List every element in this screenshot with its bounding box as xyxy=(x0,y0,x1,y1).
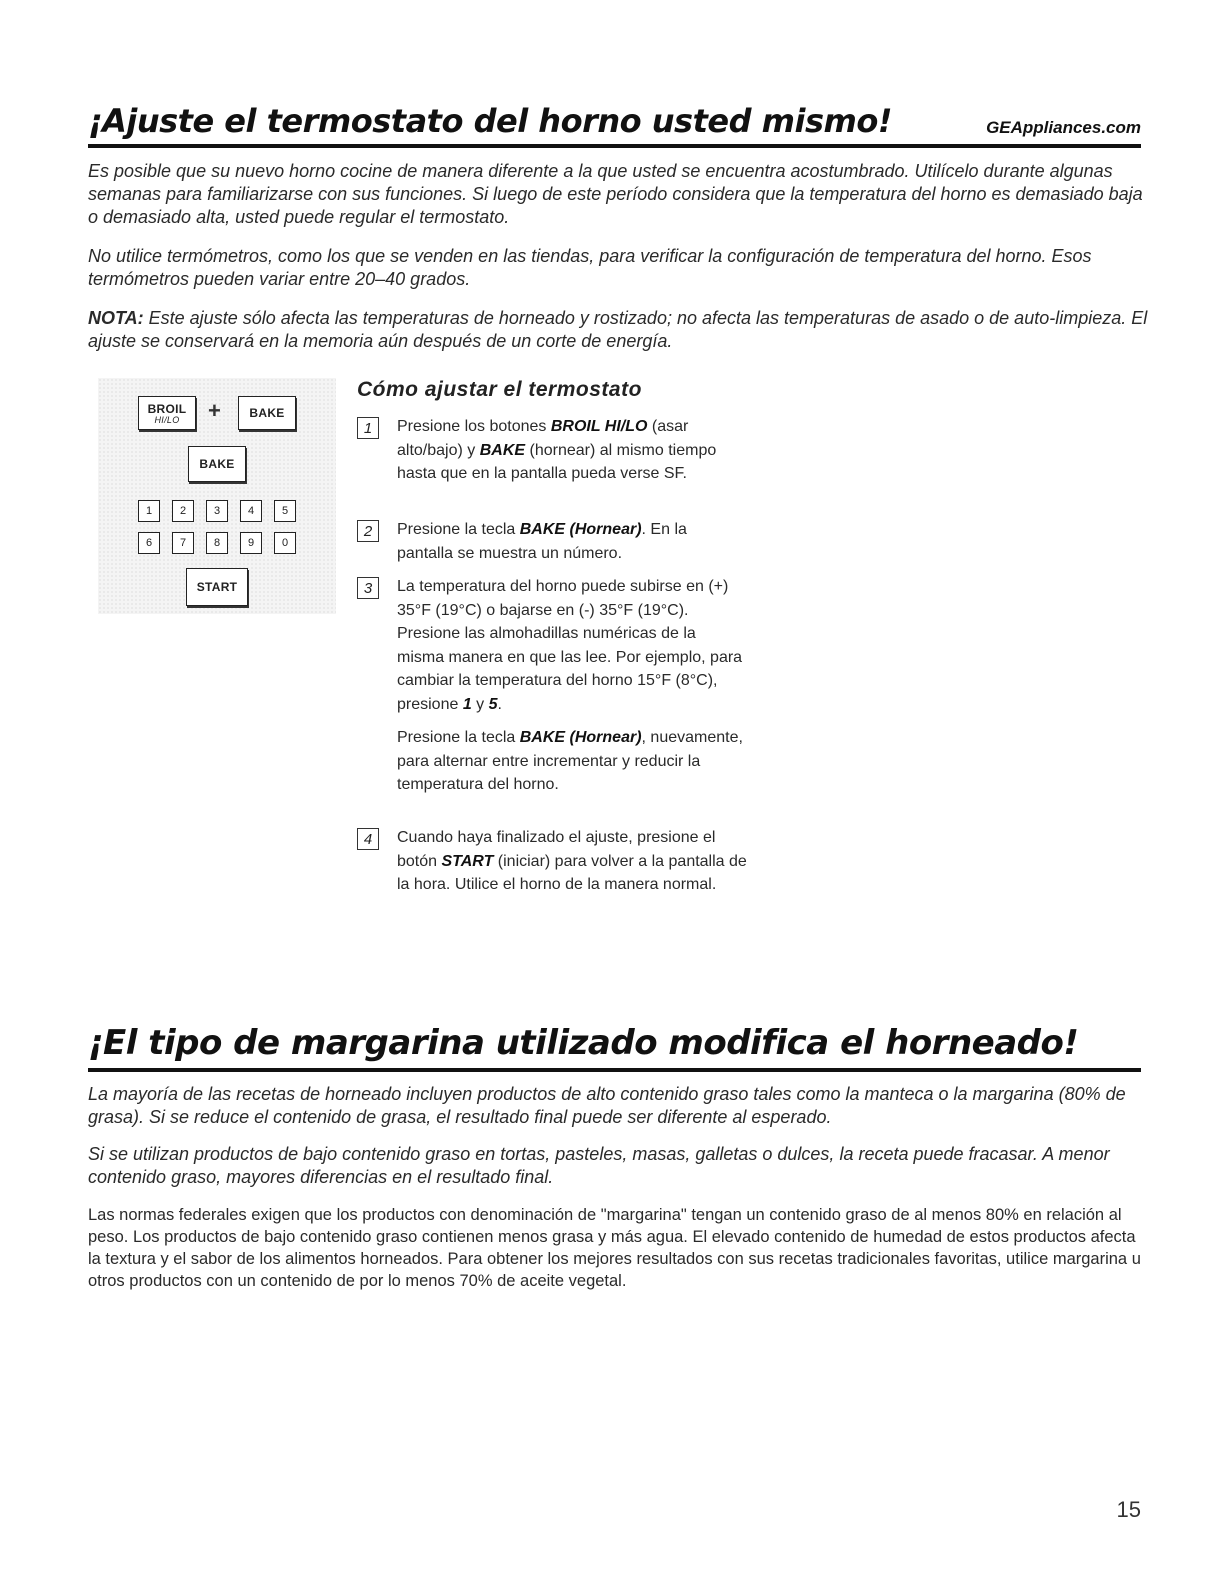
step-3-extra-a: Presione la tecla xyxy=(397,729,520,746)
control-panel-illustration xyxy=(98,378,336,614)
number-key-1: 1 xyxy=(138,500,160,522)
step-number-3: 3 xyxy=(357,577,379,599)
step-4-text-a: Cuando haya finalizado el ajuste, presione el botón xyxy=(397,829,716,870)
note-paragraph xyxy=(88,307,1148,353)
step-number-1: 1 xyxy=(357,417,379,439)
step-1 xyxy=(357,415,747,486)
step-3-extra-bake: BAKE (Hornear) xyxy=(519,729,642,746)
section-title-margarine: ¡El tipo de margarina utilizado modifica el horneado! xyxy=(88,1023,1079,1063)
step-3-extra-b: , nuevamente, para alternar entre incrementar y reducir la temperatura del horno. xyxy=(397,729,743,793)
step-number-2: 2 xyxy=(357,520,379,542)
number-key-5: 5 xyxy=(274,500,296,522)
step-4-text xyxy=(397,826,747,897)
number-key-9: 9 xyxy=(240,532,262,554)
step-3-text-c: . xyxy=(497,695,502,713)
number-key-2: 2 xyxy=(172,500,194,522)
how-to-title: Cómo ajustar el termostato xyxy=(357,378,642,401)
step-1-text-a: Presione los botones xyxy=(397,418,551,435)
step-4-start: START xyxy=(441,852,494,870)
number-key-8: 8 xyxy=(206,532,228,554)
step-2-bake: BAKE (Hornear) xyxy=(519,521,642,538)
step-number-4: 4 xyxy=(357,828,379,850)
step-4 xyxy=(357,826,747,897)
broil-key-label: BROIL xyxy=(147,401,187,416)
margarine-paragraph-3: Las normas federales exigen que los productos con denominación de "margarina" tengan un contenido graso de al menos 80% en relación al peso. Los productos de bajo contenido graso contienen menos grasa y más agua. El elevado contenido de humedad de estos productos afecta la textura y el sabor de los alimentos horneados. Para obtener los mejores resultados con sus recetas tradicionales favoritas, utilice margarina u otros productos con un contenido de por lo menos 70% de aceite vegetal. xyxy=(88,1206,1141,1290)
bake-key-label: BAKE xyxy=(199,457,235,471)
step-1-broil: BROIL HI/LO xyxy=(550,418,648,435)
step-3-text xyxy=(397,575,747,716)
intro-paragraph-2: No utilice termómetros, como los que se venden en las tiendas, para verificar la configuración de temperatura del horno. Esos termómetros pueden variar entre 20–40 grados. xyxy=(88,246,1092,289)
step-3-text-b: y xyxy=(471,695,489,713)
step-2 xyxy=(357,518,747,565)
step-3-extra-text xyxy=(397,726,747,797)
note-label: NOTA: xyxy=(88,308,144,328)
step-3 xyxy=(357,575,747,797)
step-2-text-a: Presione la tecla xyxy=(397,521,520,538)
step-3-text-a: La temperatura del horno puede subirse en (+) 35°F (19°C) o bajarse en (-) 35°F (19°C). Presione las almohadillas numéricas de la misma manera en que las lee. Por ejemplo, para cambiar la temperatura del horno 15°F (8°C), presione xyxy=(397,578,743,713)
step-1-text-b: (asar alto/bajo) y xyxy=(397,418,689,459)
section-title-thermostat: ¡Ajuste el termostato del horno usted mismo! xyxy=(88,102,892,140)
note-text: Este ajuste sólo afecta las temperaturas de horneado y rostizado; no afecta las temperaturas de asado o de auto-limpieza. El ajuste se conservará en la memoria aún después de un corte de energía. xyxy=(88,308,1148,351)
plus-sign: + xyxy=(208,398,221,423)
step-3-key-5: 5 xyxy=(488,695,498,713)
start-key xyxy=(186,568,248,606)
start-key-label: START xyxy=(196,580,238,594)
margarine-paragraph-1: La mayoría de las recetas de horneado incluyen productos de alto contenido graso tales como la manteca o la margarina (80% de grasa). Si se reduce el contenido de grasa, el resultado final puede ser diferente al esperado. xyxy=(88,1084,1126,1127)
title-rule xyxy=(88,144,1141,148)
broil-hi-lo-key xyxy=(138,396,196,430)
website-url: GEAppliances.com xyxy=(986,118,1141,137)
number-key-3: 3 xyxy=(206,500,228,522)
step-3-key-1: 1 xyxy=(462,695,472,713)
bake-key-top xyxy=(238,396,296,430)
step-2-text xyxy=(397,518,747,565)
intro-paragraph-1: Es posible que su nuevo horno cocine de manera diferente a la que usted se encuentra acostumbrado. Utilícelo durante algunas semanas para familiarizarse con sus funciones. Si luego de este período considera que la temperatura del horno es demasiado baja o demasiado alta, usted puede regular el termostato. xyxy=(88,161,1143,227)
step-1-bake: BAKE xyxy=(479,441,526,459)
number-key-0: 0 xyxy=(274,532,296,554)
margarine-title-rule xyxy=(88,1068,1141,1072)
step-2-text-b: . En la pantalla se muestra un número. xyxy=(397,521,687,562)
broil-key-sublabel: HI/LO xyxy=(154,414,180,425)
margarine-paragraph-2: Si se utilizan productos de bajo contenido graso en tortas, pasteles, masas, galletas o dulces, la receta puede fracasar. A menor contenido graso, mayores diferencias en el resultado final. xyxy=(88,1144,1110,1187)
step-4-text-b: (iniciar) para volver a la pantalla de la hora. Utilice el horno de la manera normal. xyxy=(397,852,747,893)
number-key-4: 4 xyxy=(240,500,262,522)
bake-key xyxy=(188,446,246,482)
page-number: 15 xyxy=(1116,1497,1141,1522)
step-1-text xyxy=(397,415,747,486)
step-1-text-c: (hornear) al mismo tiempo hasta que en la pantalla pueda verse SF. xyxy=(397,441,717,482)
number-key-7: 7 xyxy=(172,532,194,554)
bake-key-top-label: BAKE xyxy=(249,406,285,420)
number-key-6: 6 xyxy=(138,532,160,554)
